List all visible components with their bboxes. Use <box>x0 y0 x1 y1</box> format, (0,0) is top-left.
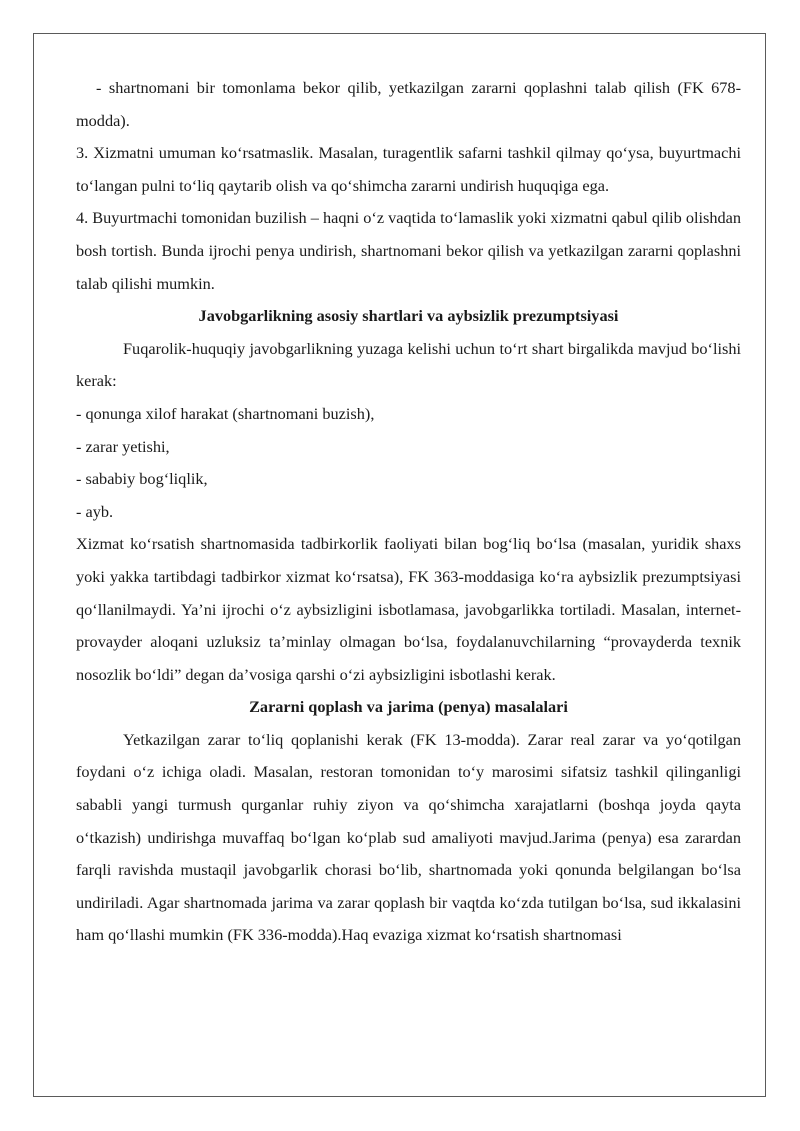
section-heading-damages-and-penalties: Zararni qoplash va jarima (penya) masalalari <box>249 697 568 717</box>
paragraph-service-not-provided: 3. Xizmatni umuman ko‘rsatmaslik. Masalan, turagentlik safarni tashkil qilmay qo‘ysa, buyurtmachi to‘langan pulni to‘liq qaytarib olish va qo‘shimcha zararni undirish huquqiga ega. <box>76 143 741 195</box>
paragraph-customer-breach: 4. Buyurtmachi tomonidan buzilish – haqni o‘z vaqtida to‘lamaslik yoki xizmatni qabul qilib olishdan bosh tortish. Bunda ijrochi penya undirish, shartnomani bekor qilish va yetkazilgan zararni qoplashni talab qilishi mumkin. <box>76 208 741 293</box>
list-item-fault: - ayb. <box>76 501 114 521</box>
list-item-unlawful-act: - qonunga xilof harakat (shartnomani buzish), <box>76 403 375 423</box>
section-heading-liability-conditions: Javobgarlikning asosiy shartlari va aybsizlik prezumptsiyasi <box>198 306 619 326</box>
list-item-causation: - sababiy bog‘liqlik, <box>76 469 208 489</box>
paragraph-termination-clause: - shartnomani bir tomonlama bekor qilib, yetkazilgan zararni qoplashni talab qilish (FK 678-modda). <box>76 78 741 130</box>
paragraph-four-conditions: Fuqarolik-huquqiy javobgarlikning yuzaga kelishi uchun to‘rt shart birgalikda mavjud bo‘lishi kerak: <box>76 338 741 391</box>
list-item-damage: - zarar yetishi, <box>76 436 170 456</box>
document-body <box>76 72 741 952</box>
paragraph-presumption-of-fault: Xizmat ko‘rsatish shartnomasida tadbirkorlik faoliyati bilan bog‘liq bo‘lsa (masalan, yuridik shaxs yoki yakka tartibdagi tadbirkor xizmat ko‘rsatsa), FK 363-moddasiga ko‘ra aybsizlik prezumptsiyasi qo‘llanilmaydi. Ya’ni ijrochi o‘z aybsizligini isbotlamasa, javobgarlikka tortiladi. Masalan, internet-provayder aloqani uzluksiz ta’minlay olmagan bo‘lsa, foydalanuvchilarning “provayderda texnik nosozlik bo‘ldi” degan da’vosiga qarshi o‘zi aybsizligini isbotlashi kerak. <box>76 534 741 684</box>
paragraph-damages-compensation: Yetkazilgan zarar to‘liq qoplanishi kerak (FK 13-modda). Zarar real zarar va yo‘qotilgan foydani o‘z ichiga oladi. Masalan, restoran tomonidan to‘y marosimi sifatsiz tashkil qilinganligi sababli yangi turmush qurganlar ruhiy ziyon va qo‘shimcha xarajatlarni (boshqa joyda qayta o‘tkazish) undirishga muvaffaq bo‘lgan ko‘plab sud amaliyoti mavjud.Jarima (penya) esa zarardan farqli ravishda mustaqil javobgarlik chorasi bo‘lib, shartnomada yoki qonunda belgilangan bo‘lsa undiriladi. Agar shartnomada jarima va zarar qoplash bir vaqtda ko‘zda tutilgan bo‘lsa, sud ikkalasini ham qo‘llashi mumkin (FK 336-modda).Haq evaziga xizmat ko‘rsatish shartnomasi <box>76 729 741 945</box>
